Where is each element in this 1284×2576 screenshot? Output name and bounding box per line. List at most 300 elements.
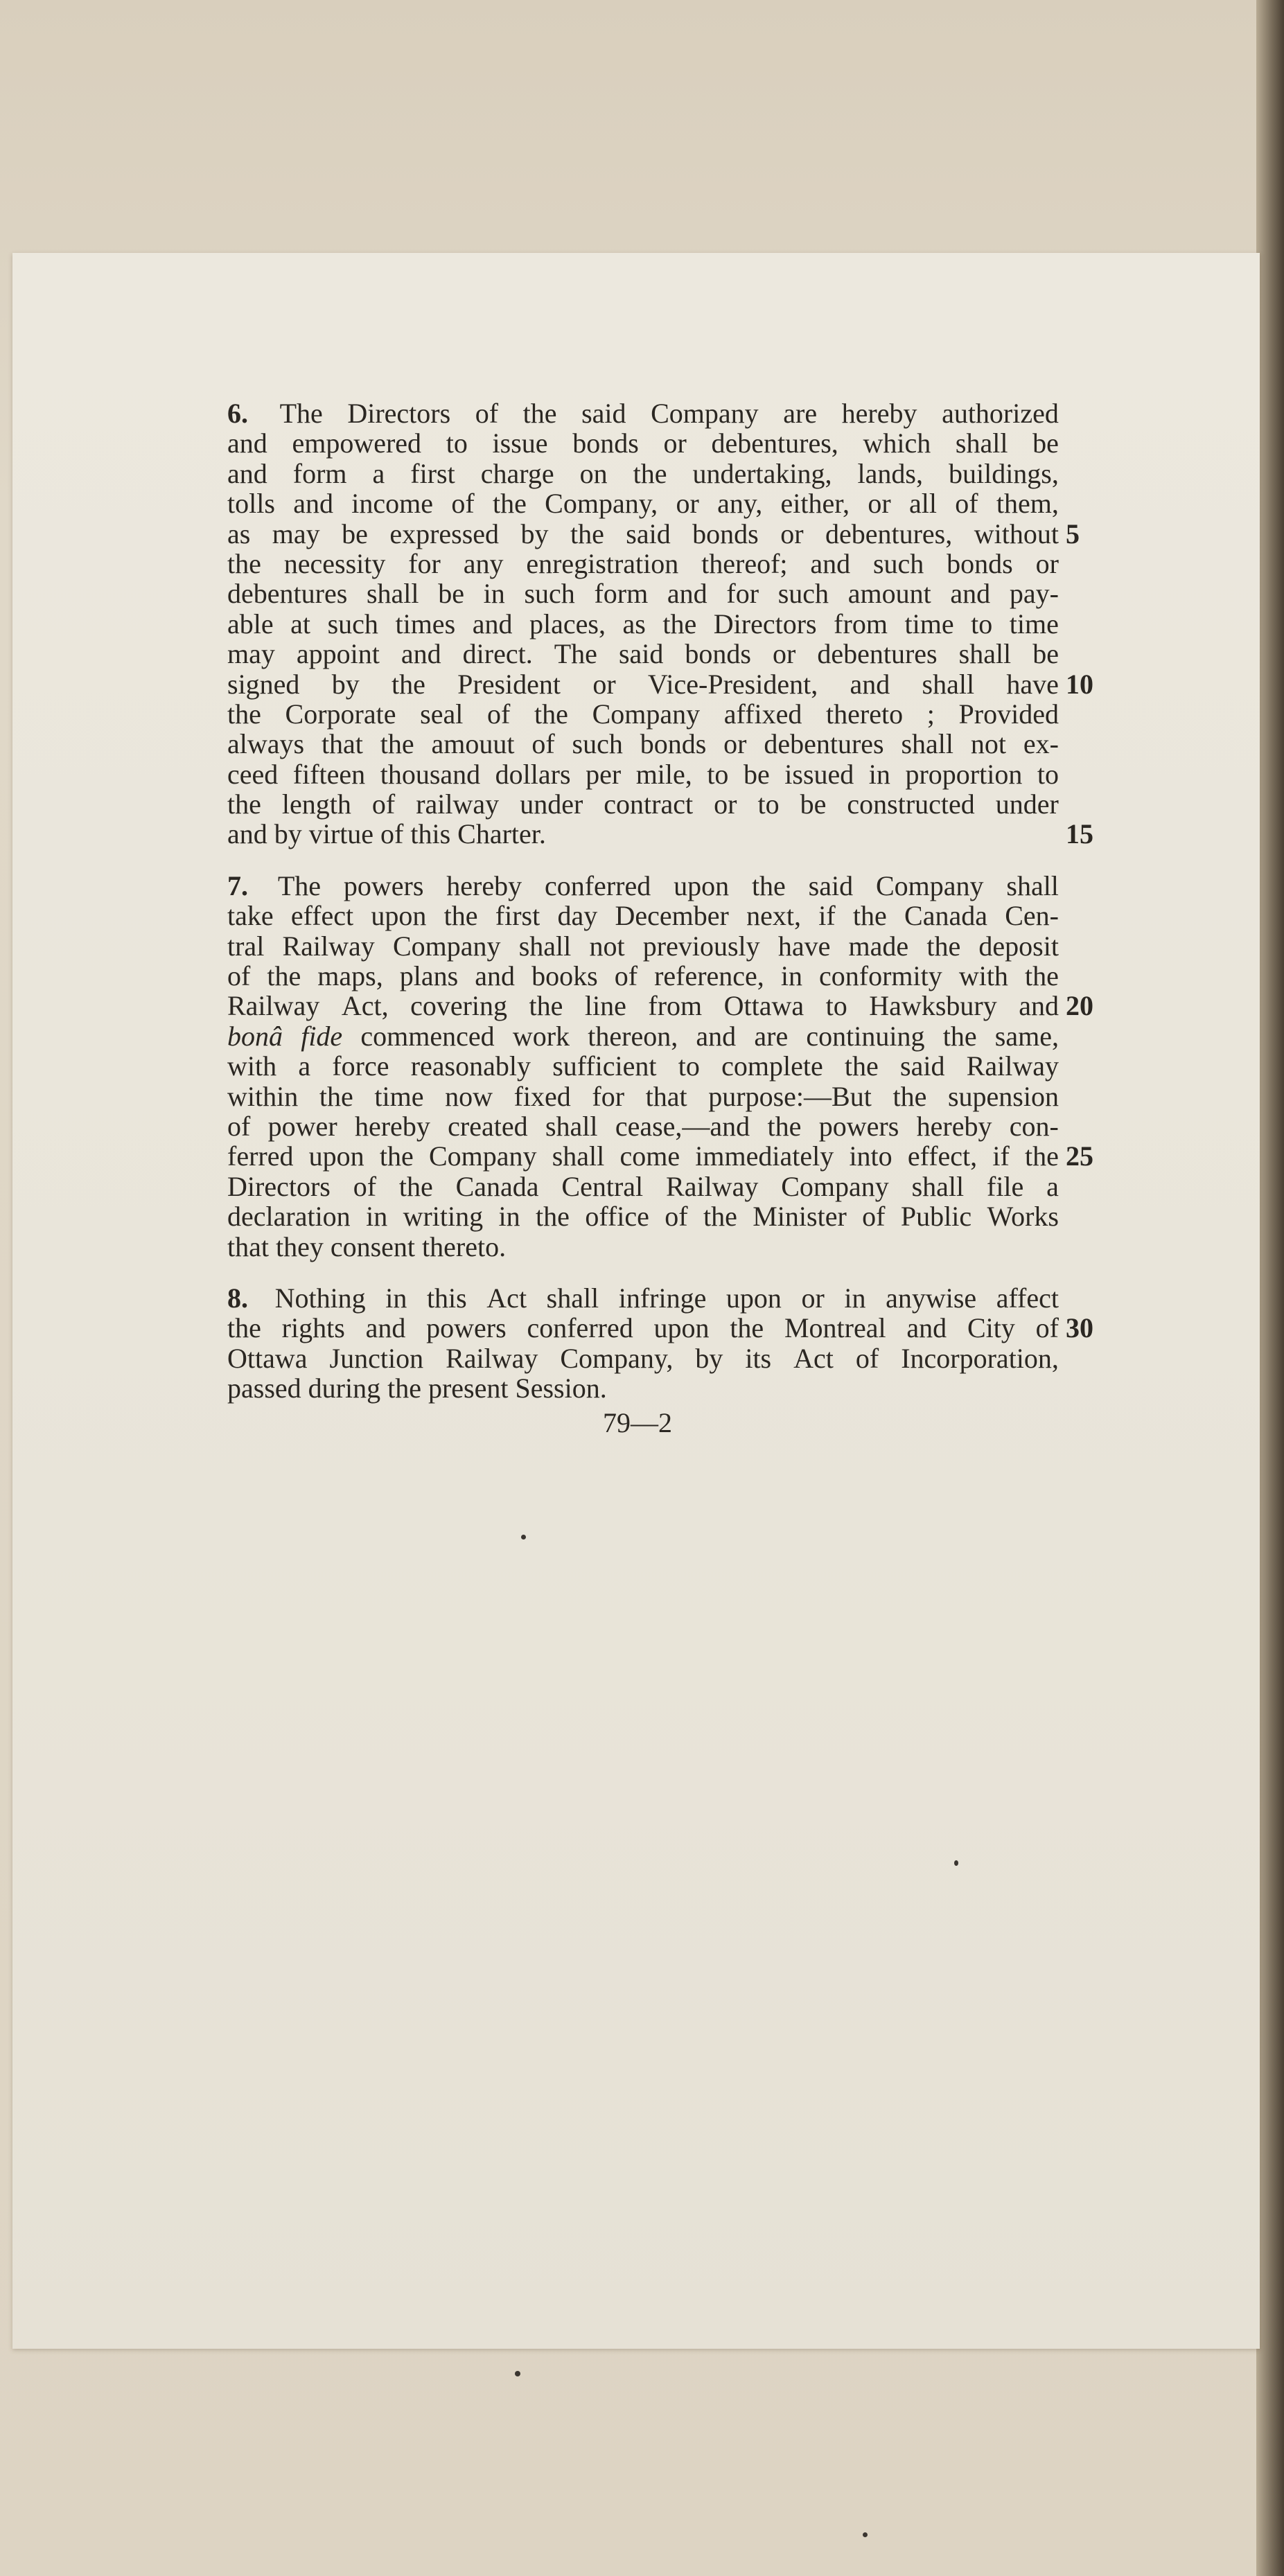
- word: and: [227, 427, 267, 459]
- line-text: and by virtue of this Charter.: [227, 818, 546, 850]
- word: lands,: [857, 457, 923, 489]
- word: infringe: [618, 1282, 707, 1314]
- word: Railway: [282, 930, 375, 962]
- word: debentures: [227, 578, 348, 610]
- text-line: [227, 871, 1059, 901]
- text-line: [227, 759, 1059, 789]
- word: of: [955, 488, 978, 520]
- word: the: [227, 547, 261, 579]
- word: mile,: [635, 758, 692, 790]
- word: or: [663, 427, 687, 459]
- word: office: [585, 1201, 649, 1233]
- word: of: [1035, 1312, 1059, 1344]
- word: the: [392, 668, 425, 700]
- word: be: [1032, 638, 1059, 670]
- word: and: [472, 608, 513, 639]
- word: Act: [486, 1282, 527, 1314]
- word: if: [818, 900, 836, 932]
- word: Montreal: [784, 1312, 886, 1344]
- word: be: [342, 518, 368, 549]
- word: to: [757, 788, 780, 820]
- word: shall: [545, 1110, 598, 1142]
- word: all: [908, 488, 937, 520]
- word: are: [783, 398, 818, 429]
- word: shall: [922, 668, 975, 700]
- text-line: [227, 789, 1059, 819]
- word: not: [589, 930, 625, 962]
- word: maps,: [317, 960, 383, 992]
- word: as: [227, 518, 251, 549]
- word: with: [958, 960, 1008, 992]
- word: Directors: [713, 608, 817, 639]
- word: or: [780, 518, 804, 549]
- word: this: [426, 1282, 467, 1314]
- text-line: [227, 961, 1059, 991]
- word: the: [379, 1140, 414, 1172]
- word: and: [293, 488, 333, 520]
- word: be: [743, 758, 770, 790]
- text-line: [227, 699, 1059, 729]
- word: file: [987, 1170, 1024, 1202]
- word: amouut: [431, 728, 515, 760]
- word: bonds: [640, 728, 707, 760]
- word: in: [498, 1201, 520, 1233]
- word: or: [714, 788, 737, 820]
- word: bonds: [947, 547, 1013, 579]
- word: are: [754, 1020, 789, 1052]
- word: under: [520, 788, 583, 820]
- text-line: [227, 1232, 1059, 1262]
- word: con-: [1009, 1110, 1059, 1142]
- word: Cen-: [1005, 900, 1059, 932]
- word: the: [1025, 1140, 1059, 1172]
- word: The: [277, 870, 322, 901]
- word: shall: [955, 427, 1008, 459]
- text-line: [227, 818, 1093, 850]
- word: the: [892, 1080, 927, 1112]
- word: necessity: [283, 547, 386, 579]
- word: Company: [428, 1140, 537, 1172]
- word: on: [579, 457, 608, 489]
- word: the: [942, 1020, 977, 1052]
- word: and: [401, 638, 441, 670]
- word: at: [290, 608, 311, 639]
- word: ;: [926, 698, 935, 730]
- word: Railway: [666, 1170, 759, 1202]
- word: Railway: [966, 1050, 1059, 1082]
- word: the: [570, 518, 604, 549]
- word: undertaking,: [692, 457, 832, 489]
- word: the: [227, 1312, 261, 1344]
- word: Railway: [446, 1342, 538, 1374]
- word: President: [457, 668, 561, 700]
- word: The: [554, 638, 597, 670]
- word: shall: [546, 1282, 599, 1314]
- word: or: [773, 638, 796, 670]
- text-line: [227, 639, 1059, 669]
- word: the: [227, 698, 261, 730]
- word: ex-: [1023, 728, 1059, 760]
- word: Company: [875, 870, 984, 901]
- word: of: [227, 1110, 251, 1142]
- paper-speck: [521, 1535, 526, 1540]
- word: writing: [403, 1201, 484, 1233]
- word: by: [520, 518, 549, 549]
- word: Company,: [560, 1342, 674, 1374]
- word: under: [995, 788, 1059, 820]
- word: charge: [480, 457, 554, 489]
- word: tral: [227, 930, 265, 962]
- word: issue: [492, 427, 548, 459]
- text-line: [227, 579, 1059, 608]
- word: take: [227, 900, 274, 932]
- word: fide: [301, 1020, 343, 1052]
- text-line: [227, 1283, 1059, 1313]
- word: by: [331, 668, 360, 700]
- word: conferred: [527, 1312, 633, 1344]
- text-line: [227, 668, 1093, 700]
- word: upon: [371, 900, 427, 932]
- word: force: [332, 1050, 389, 1082]
- section-number: 8.: [227, 1282, 255, 1314]
- word: able: [227, 608, 274, 639]
- word: of: [371, 788, 396, 820]
- word: Ottawa: [723, 990, 804, 1022]
- text-line: [227, 488, 1059, 518]
- word: always: [227, 728, 305, 760]
- word: a: [372, 457, 385, 489]
- word: to: [446, 427, 468, 459]
- word: bonâ: [227, 1020, 283, 1052]
- word: shall: [366, 578, 419, 610]
- word: work: [512, 1020, 570, 1052]
- word: the: [703, 1201, 737, 1233]
- word: have: [777, 930, 831, 962]
- word: within: [227, 1080, 299, 1112]
- word: its: [745, 1342, 772, 1374]
- word: Vice-President,: [647, 668, 818, 700]
- text-line: [227, 901, 1059, 930]
- word: powers: [818, 1110, 899, 1142]
- word: Company: [651, 398, 759, 429]
- word: said: [626, 518, 671, 549]
- word: hereby: [446, 870, 522, 901]
- word: shall: [552, 1140, 605, 1172]
- word: Canada: [904, 900, 987, 932]
- word: places,: [529, 608, 606, 639]
- word: in: [844, 1282, 866, 1314]
- line-text: passed during the present Session.: [227, 1373, 607, 1404]
- text-line: [227, 1140, 1093, 1172]
- word: or: [723, 728, 747, 760]
- word: and: [475, 960, 516, 992]
- word: declaration: [227, 1201, 351, 1233]
- word: expressed: [389, 518, 500, 549]
- word: purpose:—But: [708, 1080, 872, 1112]
- word: Ottawa: [227, 1342, 308, 1374]
- word: for: [408, 547, 441, 579]
- word: immediately: [695, 1140, 834, 1172]
- word: and: [850, 668, 890, 700]
- word: commenced: [360, 1020, 495, 1052]
- margin-line-number: 10: [1066, 668, 1093, 700]
- word: continuing: [806, 1020, 925, 1052]
- word: line: [584, 990, 626, 1022]
- word: Company,: [545, 488, 658, 520]
- word: come: [619, 1140, 680, 1172]
- word: the: [751, 870, 786, 901]
- word: and: [1019, 990, 1059, 1022]
- word: proportion: [905, 758, 1023, 790]
- word: Junction: [329, 1342, 424, 1374]
- word: powers: [426, 1312, 507, 1344]
- word: created: [448, 1110, 528, 1142]
- word: that: [645, 1080, 687, 1112]
- word: railway: [416, 788, 500, 820]
- word: and: [667, 578, 707, 610]
- word: The: [279, 398, 323, 429]
- word: Minister: [753, 1201, 847, 1233]
- word: such: [327, 608, 378, 639]
- text-line: [227, 1172, 1059, 1201]
- word: or: [868, 488, 891, 520]
- word: affect: [996, 1282, 1059, 1314]
- text-line: [227, 518, 1080, 549]
- word: of: [665, 1201, 688, 1233]
- word: to: [825, 990, 847, 1022]
- text-line: [227, 931, 1059, 961]
- word: rights: [281, 1312, 345, 1344]
- word: not: [970, 728, 1007, 760]
- word: into: [849, 1140, 892, 1172]
- word: income: [351, 488, 434, 520]
- word: the: [380, 728, 414, 760]
- word: the: [267, 960, 301, 992]
- word: the: [522, 398, 557, 429]
- margin-line-number: 5: [1066, 518, 1080, 549]
- word: buildings,: [948, 457, 1059, 489]
- word: next,: [746, 900, 801, 932]
- word: deposit: [978, 930, 1059, 962]
- word: length: [281, 788, 351, 820]
- word: the: [227, 788, 261, 820]
- word: the: [662, 608, 697, 639]
- word: signed: [227, 668, 300, 700]
- word: Railway: [227, 990, 320, 1022]
- word: Directors: [347, 398, 451, 429]
- word: power: [267, 1110, 337, 1142]
- word: said: [581, 398, 626, 429]
- word: to: [678, 1050, 700, 1082]
- word: contract: [604, 788, 694, 820]
- paper-speck: [954, 1860, 958, 1866]
- word: December: [615, 900, 729, 932]
- word: either,: [780, 488, 850, 520]
- word: thereof;: [701, 547, 788, 579]
- word: tolls: [227, 488, 275, 520]
- word: reasonably: [410, 1050, 531, 1082]
- word: in: [483, 578, 505, 610]
- word: issued: [784, 758, 854, 790]
- word: now: [445, 1080, 493, 1112]
- word: said: [808, 870, 854, 901]
- text-line: [227, 1201, 1059, 1231]
- word: be: [800, 788, 827, 820]
- margin-line-number: 15: [1066, 818, 1093, 850]
- word: time: [904, 608, 954, 639]
- word: and: [810, 547, 851, 579]
- word: seal: [420, 698, 464, 730]
- word: Incorporation,: [901, 1342, 1059, 1374]
- word: any: [463, 547, 504, 579]
- paragraph-gap: [227, 1262, 1128, 1283]
- word: Corporate: [285, 698, 396, 730]
- text-line: [227, 459, 1059, 488]
- word: without: [974, 518, 1059, 549]
- word: in: [868, 758, 890, 790]
- word: any,: [717, 488, 763, 520]
- word: upon: [653, 1312, 710, 1344]
- text-line: [227, 609, 1059, 639]
- word: hereby: [841, 398, 917, 429]
- word: of: [855, 1342, 879, 1374]
- word: in: [385, 1282, 407, 1314]
- word: of: [475, 398, 499, 429]
- word: or: [676, 488, 699, 520]
- word: the: [536, 1201, 570, 1233]
- word: the: [534, 698, 568, 730]
- word: effect,: [907, 1140, 978, 1172]
- word: first: [495, 900, 540, 932]
- paragraph-gap: [227, 849, 1128, 871]
- word: as: [622, 608, 646, 639]
- word: or: [592, 668, 616, 700]
- word: constructed: [847, 788, 975, 820]
- word: thereto: [826, 698, 904, 730]
- word: amount: [847, 578, 931, 610]
- word: time: [1009, 608, 1059, 639]
- word: first: [410, 457, 455, 489]
- word: to: [1037, 758, 1059, 790]
- word: them,: [996, 488, 1059, 520]
- word: with: [227, 1050, 277, 1082]
- word: in: [366, 1201, 388, 1233]
- word: of: [487, 698, 511, 730]
- word: Works: [987, 1201, 1059, 1233]
- word: to: [707, 758, 729, 790]
- word: of: [862, 1201, 886, 1233]
- word: times: [395, 608, 456, 639]
- word: shall: [901, 728, 954, 760]
- word: the: [767, 1110, 802, 1142]
- word: Public: [900, 1201, 972, 1233]
- word: fixed: [513, 1080, 571, 1112]
- word: if: [992, 1140, 1010, 1172]
- word: the: [852, 900, 887, 932]
- word: the: [492, 488, 527, 520]
- word: to: [971, 608, 993, 639]
- word: Act: [793, 1342, 834, 1374]
- section-number: 7.: [227, 870, 255, 901]
- word: may: [227, 638, 275, 670]
- word: shall: [518, 930, 572, 962]
- word: plans: [399, 960, 459, 992]
- word: same,: [994, 1020, 1059, 1052]
- word: upon: [308, 1140, 364, 1172]
- word: such: [872, 547, 924, 579]
- word: shall: [1006, 870, 1059, 901]
- word: Canada: [455, 1170, 539, 1202]
- word: bonds: [572, 427, 639, 459]
- word: and: [696, 1020, 737, 1052]
- margin-line-number: 20: [1066, 990, 1093, 1022]
- word: Act,: [341, 990, 389, 1022]
- word: which: [863, 427, 931, 459]
- word: covering: [410, 990, 508, 1022]
- word: effect: [290, 900, 354, 932]
- word: Directors: [227, 1170, 331, 1202]
- word: shall: [958, 638, 1012, 670]
- word: empowered: [292, 427, 422, 459]
- word: the: [844, 1050, 879, 1082]
- word: City: [967, 1312, 1015, 1344]
- word: a: [298, 1050, 311, 1082]
- word: ceed: [227, 758, 279, 790]
- word: books: [531, 960, 598, 992]
- section-6: [227, 398, 1128, 849]
- word: the: [443, 900, 478, 932]
- word: thousand: [380, 758, 481, 790]
- word: time: [374, 1080, 424, 1112]
- word: hereby: [916, 1110, 992, 1142]
- word: Provided: [958, 698, 1059, 730]
- word: made: [848, 930, 909, 962]
- word: Hawksbury: [869, 990, 997, 1022]
- word: the: [1024, 960, 1059, 992]
- text-line: [227, 990, 1093, 1022]
- word: or: [1035, 547, 1059, 579]
- word: pay-: [1009, 578, 1059, 610]
- margin-line-number: 30: [1066, 1312, 1093, 1344]
- section-8: [227, 1283, 1128, 1404]
- word: may: [272, 518, 320, 549]
- text-line: [227, 1312, 1093, 1344]
- word: conformity: [819, 960, 942, 992]
- word: upon: [674, 870, 730, 901]
- word: Company: [393, 930, 501, 962]
- word: appoint: [296, 638, 380, 670]
- text-line: [227, 729, 1059, 759]
- word: said: [900, 1050, 945, 1082]
- word: the: [633, 457, 667, 489]
- word: of: [614, 960, 638, 992]
- line-text: that they consent thereto.: [227, 1230, 507, 1262]
- word: the: [398, 1170, 433, 1202]
- word: debentures,: [711, 427, 838, 459]
- word: debentures: [764, 728, 884, 760]
- paper-speck: [863, 2532, 868, 2537]
- act-text: [227, 398, 1128, 1404]
- word: fifteen: [292, 758, 366, 790]
- word: anywise: [886, 1282, 977, 1314]
- word: per: [586, 758, 622, 790]
- text-line: [227, 428, 1059, 458]
- word: thereon,: [588, 1020, 678, 1052]
- word: enregistration: [526, 547, 679, 579]
- word: from: [834, 608, 888, 639]
- word: dollars: [495, 758, 571, 790]
- word: such: [777, 578, 829, 610]
